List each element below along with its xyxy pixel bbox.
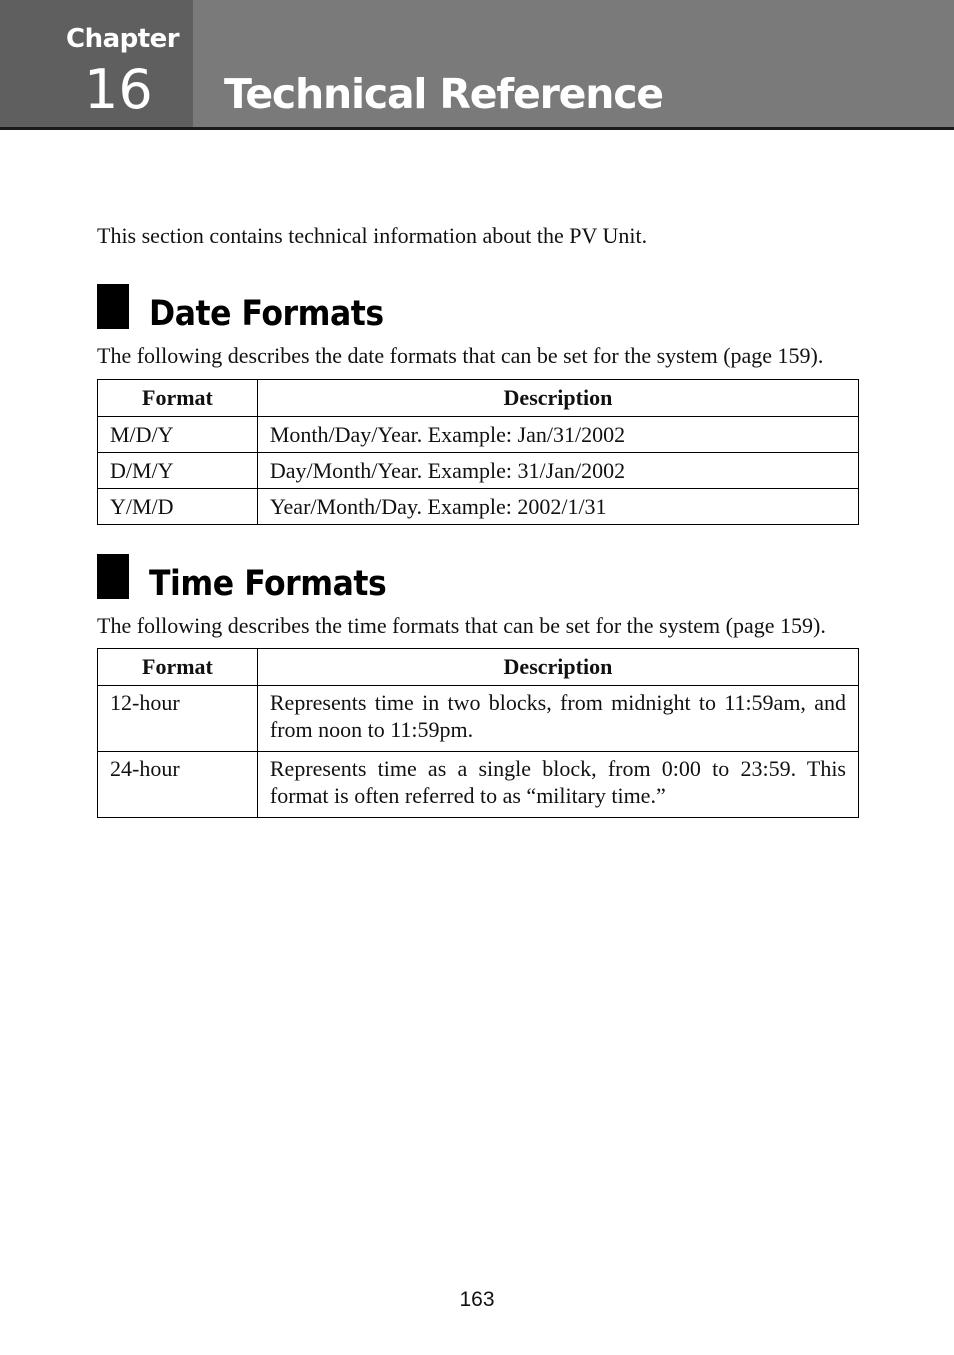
table-row (98, 453, 859, 489)
time-formats-table (97, 648, 859, 818)
table-row (98, 489, 859, 525)
chapter-header (0, 0, 954, 130)
format-cell: 12-hour (98, 686, 258, 752)
section-title-date: Date Formats (149, 294, 384, 334)
column-header-format: Format (98, 380, 258, 417)
chapter-title: Technical Reference (224, 70, 663, 118)
section-desc-date: The following describes the date formats that can be set for the system (page 159). (97, 343, 824, 368)
format-cell: D/M/Y (98, 453, 258, 489)
table-header-row (98, 380, 859, 417)
table-header-row (98, 649, 859, 686)
format-cell: Y/M/D (98, 489, 258, 525)
description-cell: Month/Day/Year. Example: Jan/31/2002 (257, 417, 858, 453)
section-marker-date (97, 284, 129, 329)
intro-text: This section contains technical information about the PV Unit. (97, 223, 648, 248)
description-cell: Represents time in two blocks, from midnight to 11:59am, and from noon to 11:59pm. (257, 686, 858, 752)
chapter-number: 16 (84, 58, 153, 121)
table-row (98, 752, 859, 818)
column-header-description: Description (257, 380, 858, 417)
format-cell: 24-hour (98, 752, 258, 818)
column-header-format: Format (98, 649, 258, 686)
chapter-label: Chapter (66, 24, 180, 54)
format-cell: M/D/Y (98, 417, 258, 453)
description-cell: Represents time as a single block, from 0:00 to 23:59. This format is often referred to as “military time.” (257, 752, 858, 818)
chapter-tab (0, 0, 193, 127)
description-cell: Year/Month/Day. Example: 2002/1/31 (257, 489, 858, 525)
date-formats-table (97, 379, 859, 525)
column-header-description: Description (257, 649, 858, 686)
description-cell: Day/Month/Year. Example: 31/Jan/2002 (257, 453, 858, 489)
section-desc-time: The following describes the time formats that can be set for the system (page 159). (97, 613, 826, 638)
table-row (98, 417, 859, 453)
section-marker-time (97, 554, 129, 599)
section-title-time: Time Formats (149, 564, 387, 604)
table-row (98, 686, 859, 752)
page-number: 163 (459, 1288, 495, 1311)
